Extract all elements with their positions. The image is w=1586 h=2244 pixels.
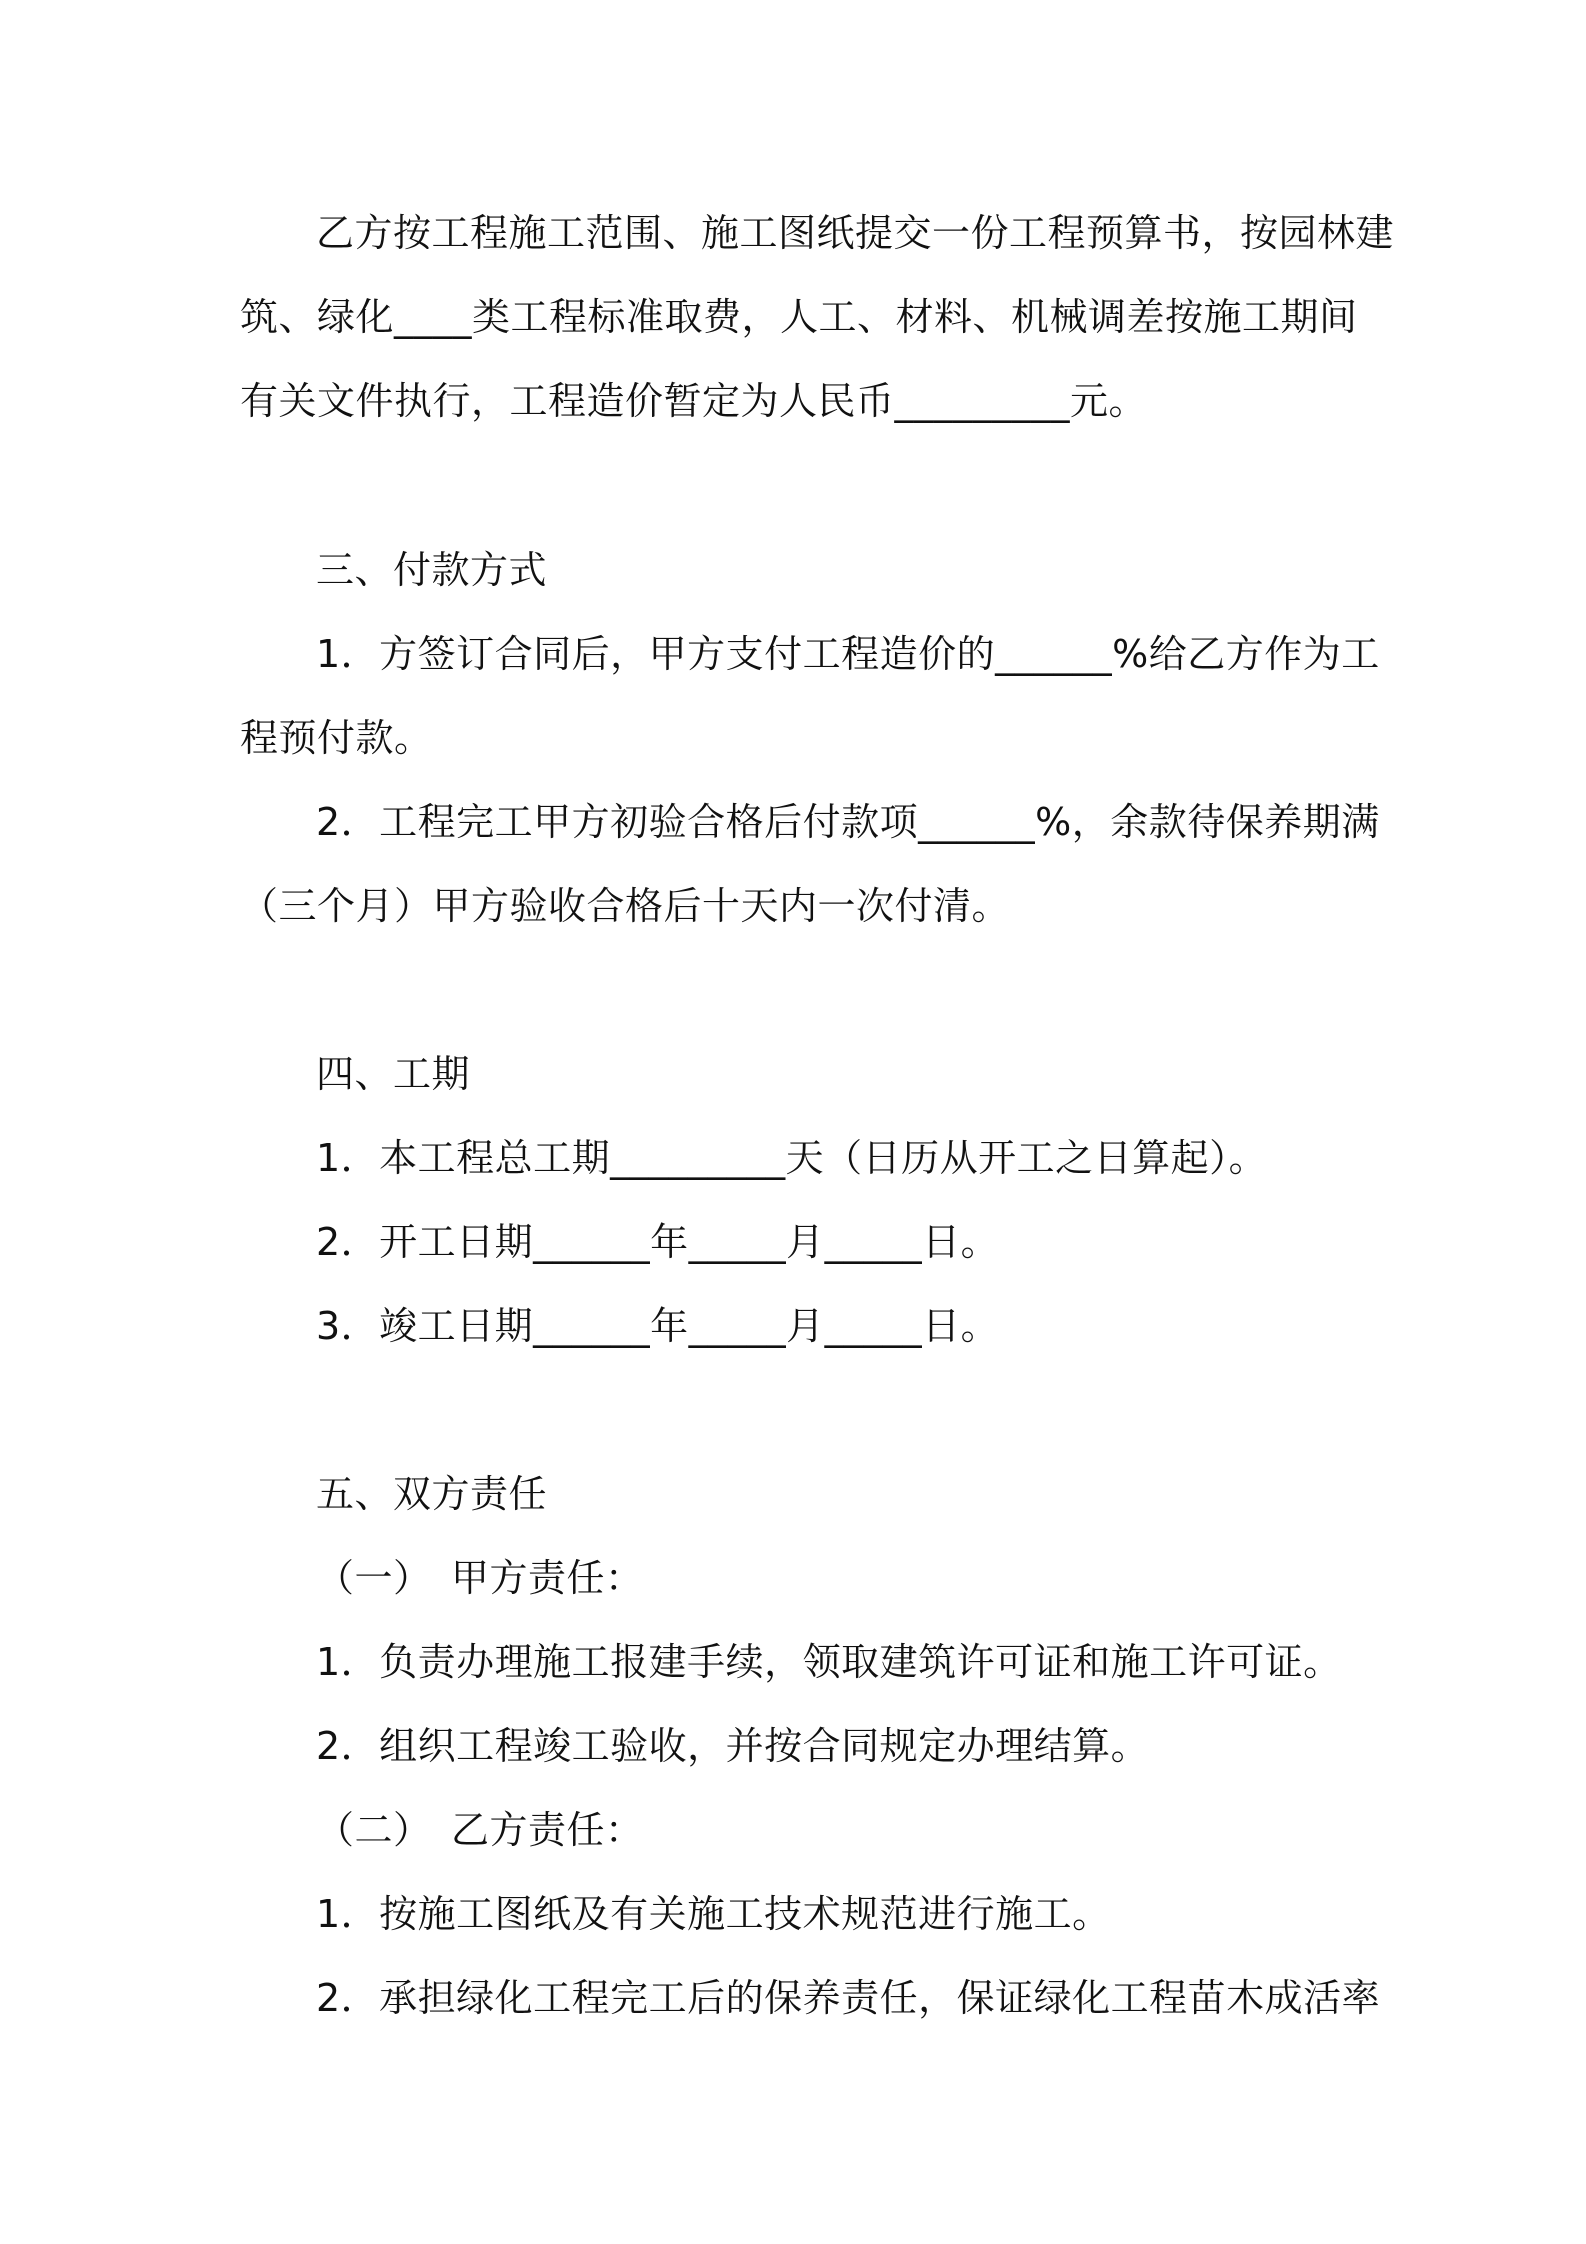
party-a-item-1: 1．负责办理施工报建手续，领取建筑许可证和施工许可证。: [316, 1640, 1342, 1684]
budget-paragraph-line-1: 乙方按工程施工范围、施工图纸提交一份工程预算书，按园林建: [316, 211, 1395, 255]
payment-item-2-line-2: （三个月）甲方验收合格后十天内一次付清。: [240, 884, 1011, 928]
budget-paragraph-line-3: 有关文件执行，工程造价暂定为人民币_________元。: [240, 379, 1148, 423]
period-item-3: 3．竣工日期______年_____月_____日。: [316, 1304, 1000, 1348]
payment-item-2-line-1: 2．工程完工甲方初验合格后付款项______%，余款待保养期满: [316, 800, 1380, 844]
period-item-1: 1．本工程总工期_________天（日历从开工之日算起）。: [316, 1136, 1268, 1180]
duties-heading: 五、双方责任: [316, 1472, 548, 1516]
budget-paragraph-line-2: 筑、绿化____类工程标准取费，人工、材料、机械调差按施工期间: [240, 295, 1358, 339]
payment-item-1-line-2: 程预付款。: [240, 716, 433, 760]
party-b-item-1: 1．按施工图纸及有关施工技术规范进行施工。: [316, 1892, 1111, 1936]
party-a-item-2: 2．组织工程竣工验收，并按合同规定办理结算。: [316, 1724, 1150, 1768]
party-a-heading: （一） 甲方责任：: [316, 1556, 644, 1600]
party-b-item-2: 2．承担绿化工程完工后的保养责任，保证绿化工程苗木成活率: [316, 1976, 1381, 2020]
payment-heading: 三、付款方式: [316, 548, 548, 592]
period-item-2: 2．开工日期______年_____月_____日。: [316, 1220, 1000, 1264]
party-b-heading: （二） 乙方责任：: [316, 1808, 644, 1852]
period-heading: 四、工期: [316, 1052, 471, 1096]
payment-item-1-line-1: 1．方签订合同后，甲方支付工程造价的______%给乙方作为工: [316, 632, 1380, 676]
